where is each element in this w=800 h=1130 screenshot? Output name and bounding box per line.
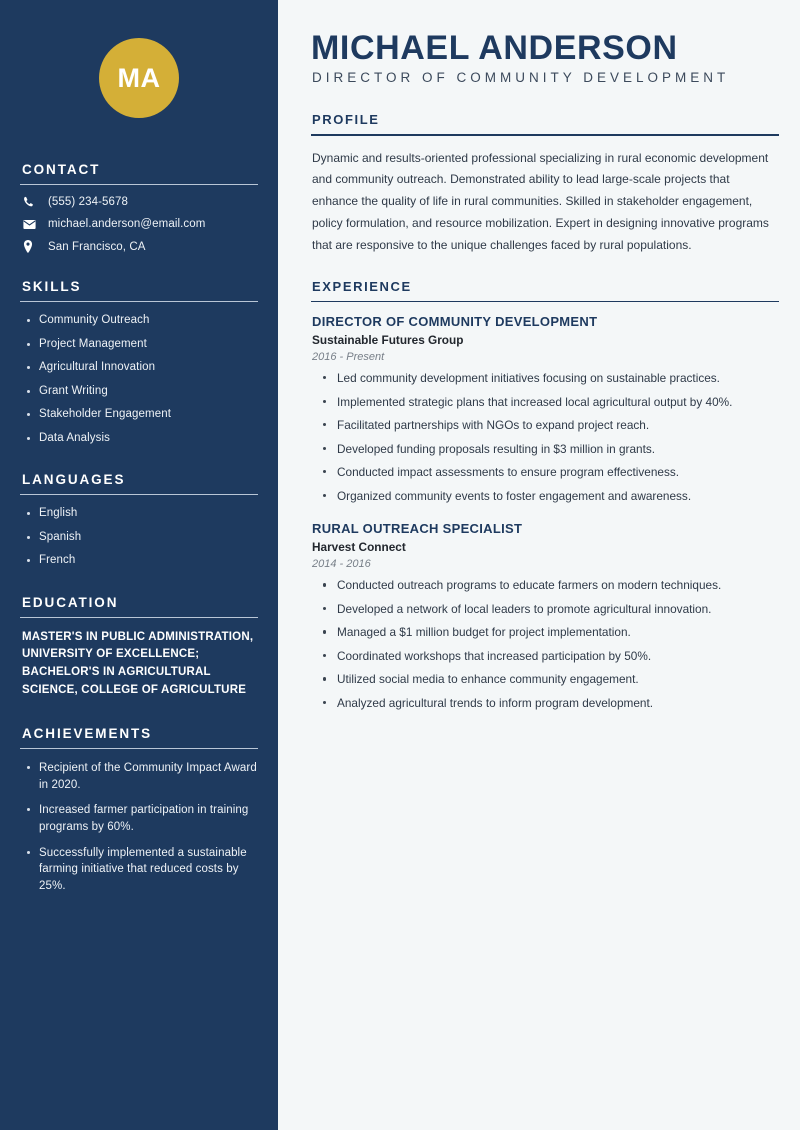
job-bullet-list bbox=[311, 370, 779, 504]
skills-list bbox=[20, 313, 258, 446]
contact-location-value: San Francisco, CA bbox=[48, 240, 146, 253]
list-item: Data Analysis bbox=[20, 431, 258, 447]
contact-phone-row[interactable] bbox=[20, 196, 258, 208]
list-item: Conducted outreach programs to educate farmers on modern techniques. bbox=[311, 577, 779, 594]
list-item: Agricultural Innovation bbox=[20, 360, 258, 376]
achievements-list bbox=[20, 760, 258, 895]
contact-location-row[interactable] bbox=[20, 240, 258, 253]
languages-divider bbox=[20, 494, 258, 495]
education-section bbox=[20, 595, 258, 700]
experience-heading: EXPERIENCE bbox=[312, 278, 412, 294]
achievements-divider bbox=[20, 748, 258, 749]
list-item: Organized community events to foster engagement and awareness. bbox=[311, 488, 779, 505]
list-item: Utilized social media to enhance community engagement. bbox=[311, 671, 779, 688]
sidebar bbox=[0, 0, 278, 1130]
job-subtitle: DIRECTOR OF COMMUNITY DEVELOPMENT bbox=[312, 70, 730, 86]
profile-divider bbox=[311, 134, 779, 135]
experience-divider bbox=[311, 301, 779, 302]
contact-section bbox=[20, 162, 258, 253]
contact-email-row[interactable] bbox=[20, 218, 258, 230]
list-item: Developed funding proposals resulting in $3 million in grants. bbox=[311, 441, 779, 458]
job-dates: 2016 - Present bbox=[312, 351, 385, 364]
list-item: Developed a network of local leaders to promote agricultural innovation. bbox=[311, 601, 779, 618]
experience-section bbox=[311, 279, 779, 712]
list-item: Spanish bbox=[20, 530, 258, 546]
contact-phone-value: (555) 234-5678 bbox=[48, 196, 129, 208]
languages-heading: LANGUAGES bbox=[22, 472, 126, 488]
list-item: Conducted impact assessments to ensure program effectiveness. bbox=[311, 464, 779, 481]
job-title: DIRECTOR OF COMMUNITY DEVELOPMENT bbox=[312, 314, 598, 330]
phone-icon bbox=[23, 196, 41, 208]
list-item: Implemented strategic plans that increased local agricultural output by 40%. bbox=[311, 394, 779, 411]
list-item: Facilitated partnerships with NGOs to expand project reach. bbox=[311, 417, 779, 434]
list-item: Analyzed agricultural trends to inform program development. bbox=[311, 695, 779, 712]
languages-section bbox=[20, 472, 258, 569]
list-item: Led community development initiatives focusing on sustainable practices. bbox=[311, 370, 779, 387]
education-heading: EDUCATION bbox=[22, 594, 119, 610]
avatar: MA bbox=[99, 38, 179, 118]
avatar-container bbox=[20, 0, 258, 118]
job-dates: 2014 - 2016 bbox=[312, 558, 371, 571]
job-bullet-list bbox=[311, 577, 779, 711]
job-company: Sustainable Futures Group bbox=[312, 333, 464, 348]
list-item: Grant Writing bbox=[20, 384, 258, 400]
achievements-section bbox=[20, 726, 258, 895]
map-pin-icon bbox=[23, 240, 41, 253]
list-item: Recipient of the Community Impact Award in 2020. bbox=[20, 760, 258, 793]
list-item: Community Outreach bbox=[20, 313, 258, 329]
list-item: Successfully implemented a sustainable farming initiative that reduced costs by 25%. bbox=[20, 845, 258, 895]
list-item: Stakeholder Engagement bbox=[20, 407, 258, 423]
skills-section bbox=[20, 279, 258, 446]
achievements-heading: ACHIEVEMENTS bbox=[22, 725, 153, 741]
experience-entry bbox=[311, 314, 779, 504]
contact-email-value: michael.anderson@email.com bbox=[48, 218, 206, 230]
skills-heading: SKILLS bbox=[22, 279, 82, 294]
profile-heading: PROFILE bbox=[312, 112, 380, 128]
education-divider bbox=[20, 617, 258, 618]
profile-text: Dynamic and results-oriented professional specializing in rural economic development and community outreach. Demonstrated ability to lead large-scale projects that enhance the quality of life in rural communities. Skilled in stakeholder engagement, policy formulation, and resource mobilization. Expert in designing innovative programs that are responsive to the unique challenges faced by rural populations. bbox=[312, 150, 769, 252]
languages-list bbox=[20, 506, 258, 569]
main-content bbox=[278, 0, 800, 1130]
list-item: Coordinated workshops that increased participation by 50%. bbox=[311, 648, 779, 665]
job-title: RURAL OUTREACH SPECIALIST bbox=[312, 521, 523, 537]
profile-section bbox=[311, 112, 779, 257]
experience-entry bbox=[311, 521, 779, 711]
list-item: Managed a $1 million budget for project implementation. bbox=[311, 624, 779, 641]
list-item: Increased farmer participation in training programs by 60%. bbox=[20, 802, 258, 835]
contact-divider bbox=[20, 184, 258, 185]
contact-heading: CONTACT bbox=[22, 162, 101, 177]
list-item: English bbox=[20, 506, 258, 522]
education-text: MASTER'S IN PUBLIC ADMINISTRATION, UNIVERSITY OF EXCELLENCE; BACHELOR'S IN AGRICULTURAL SCIENCE, COLLEGE OF AGRICULTURE bbox=[22, 630, 254, 697]
list-item: Project Management bbox=[20, 337, 258, 353]
job-company: Harvest Connect bbox=[312, 540, 406, 555]
envelope-icon bbox=[23, 219, 41, 230]
list-item: French bbox=[20, 553, 258, 569]
skills-divider bbox=[20, 301, 258, 302]
page-title: MICHAEL ANDERSON bbox=[311, 29, 678, 67]
